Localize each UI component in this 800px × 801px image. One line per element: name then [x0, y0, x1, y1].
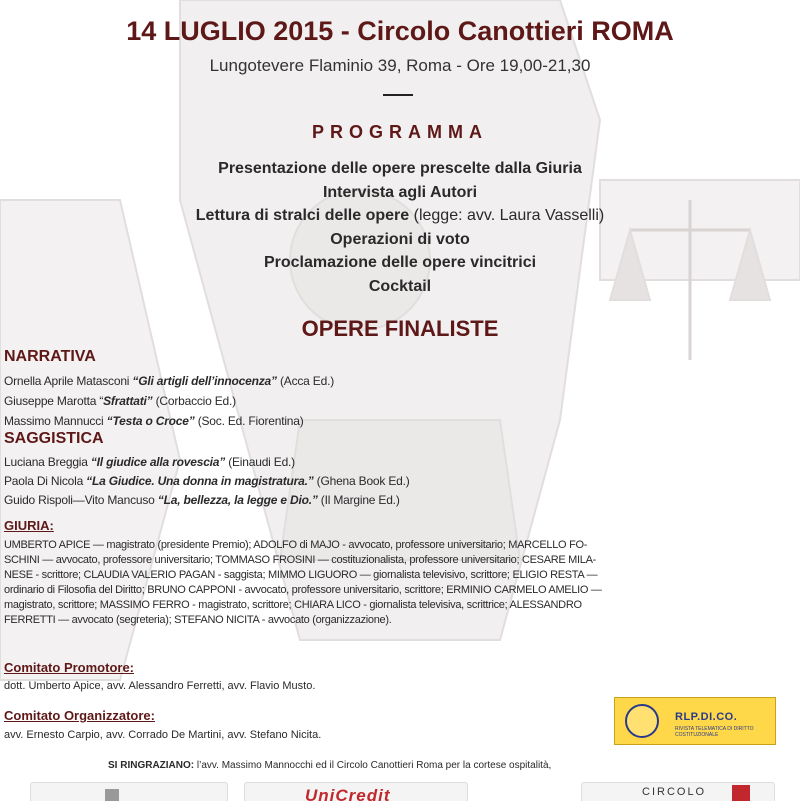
promoter-committee-members: dott. Umberto Apice, avv. Alessandro Ferretti, avv. Flavio Musto. [4, 680, 316, 692]
acknowledgements [108, 760, 551, 771]
reading-reader: (legge: avv. Laura Vasselli) [409, 207, 605, 224]
finalist-work: Ornella Aprile Matasconi “Gli artigli dell’innocenza” (Acca Ed.) [4, 374, 334, 388]
promoter-committee-heading: Comitato Promotore: [4, 660, 134, 675]
jury-heading: GIURIA: [4, 518, 54, 533]
finalists-heading: OPERE FINALISTE [301, 316, 499, 341]
sponsor-logo-circolo [581, 782, 775, 801]
event-address-time: Lungotevere Flaminio 39, Roma - Ore 19,00-21,30 [209, 56, 591, 75]
finalist-work: Luciana Breggia “Il giudice alla rovescia” (Einaudi Ed.) [4, 455, 295, 469]
acknowledgements-body: l’avv. Massimo Mannocchi ed il Circolo Canottieri Roma per la cortese ospitalità, [194, 760, 552, 771]
jury-text-line: FERRETTI — avvocato (segreteria); STEFANO NICITA - avvocato (organizzazione). [4, 614, 392, 626]
reading-label: Lettura di stralci delle opere [195, 207, 410, 224]
jury-text-line: UMBERTO APICE — magistrato (presidente Premio); ADOLFO di MAJO - avvocato, professore universitario; MARCELLO FO- [4, 539, 588, 551]
programme-item: Presentazione delle opere prescelte dalla Giuria [218, 160, 582, 177]
programme-item-reading [0, 204, 800, 228]
jury-text-line: ordinario di Filosofia del Diritto; BRUNO CAPPONI - avvocato, professore universitario, scrittore; ERMINIO CARMELO AMELIO — [4, 584, 602, 596]
sponsor-logo-unicredit-text: UniCredit [305, 786, 391, 801]
event-date-venue: 14 LUGLIO 2015 - Circolo Canottieri ROMA [126, 16, 674, 46]
finalist-work: Guido Rispoli—Vito Mancuso “La, bellezza, la legge e Dio.” (Il Margine Ed.) [4, 493, 400, 507]
rlpdico-logo-subtitle: RIVISTA TELEMATICA DI DIRITTO COSTITUZIONALE [675, 726, 754, 738]
emblem-icon [105, 789, 119, 801]
organizer-committee-members: avv. Ernesto Carpio, avv. Corrado De Martini, avv. Stefano Nicita. [4, 729, 322, 741]
seal-icon [625, 704, 659, 738]
title-divider [383, 94, 413, 96]
sponsor-logo-1 [30, 782, 228, 801]
category-narrativa: NARRATIVA [4, 348, 96, 365]
programme-list [0, 157, 800, 298]
rlpdico-logo-name: RLP.DI.CO. [675, 711, 738, 723]
jury-text-line: SCHINI — avvocato, professore universitario; TOMMASO FROSINI — costituzionalista, professore universitario; CESARE MILA- [4, 554, 597, 566]
programme-item: Cocktail [368, 277, 432, 295]
finalist-work: Giuseppe Marotta “Sfrattati” (Corbaccio Ed.) [4, 394, 236, 408]
programme-item: Operazioni di voto [330, 230, 470, 248]
organizer-committee-heading: Comitato Organizzatore: [4, 708, 155, 723]
rlpdico-logo [614, 697, 776, 745]
programme-item: Intervista agli Autori [322, 183, 478, 201]
jury-text-line: magistrato, scrittore; MASSIMO FERRO - magistrato, scrittore; CHIARA LICO - giornalista televisiva, scrittrice; ALESSANDRO [4, 599, 582, 611]
finalist-work: Paola Di Nicola “La Giudice. Una donna in magistratura.” (Ghena Book Ed.) [4, 474, 410, 488]
category-saggistica: SAGGISTICA [4, 430, 104, 447]
programme-item: Proclamazione delle opere vincitrici [263, 254, 537, 271]
jury-text-line: NESE - scrittore; CLAUDIA VALERIO PAGAN - saggista; MIMMO LIGUORO — giornalista televisivo, scrittore; ELIGIO RESTA — [4, 569, 598, 581]
flag-icon [732, 785, 750, 801]
sponsor-logo-circolo-text: CIRCOLO [642, 786, 707, 798]
acknowledgements-lead: SI RINGRAZIANO: [108, 760, 195, 771]
programme-heading: PROGRAMMA [312, 122, 488, 142]
finalist-work: Massimo Mannucci “Testa o Croce” (Soc. Ed. Fiorentina) [4, 414, 304, 428]
sponsor-logo-unicredit [244, 782, 468, 801]
